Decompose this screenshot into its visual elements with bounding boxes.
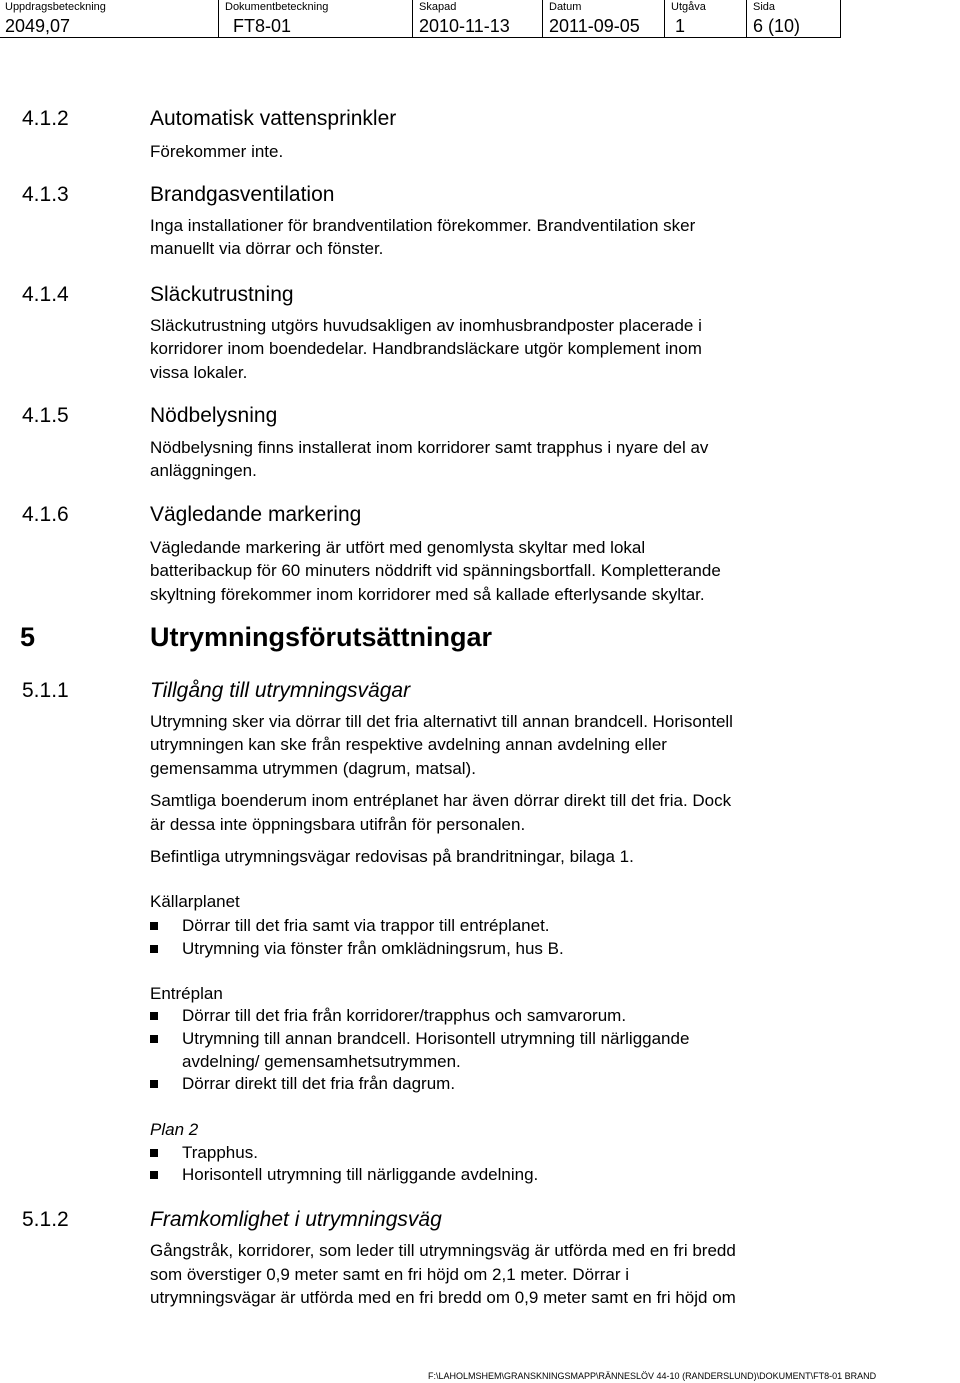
paragraph-line: Nödbelysning finns installerat inom korridorer samt trapphus i nyare del av — [150, 438, 709, 457]
header-value: 2049,07 — [5, 16, 71, 36]
header-cell-datum — [542, 0, 664, 38]
list-item-text: Dörrar till det fria samt via trappor till entréplanet. — [182, 916, 550, 935]
bullet-square-icon — [150, 945, 158, 953]
section-number: 4.1.3 — [22, 183, 69, 206]
paragraph-line: Förekommer inte. — [150, 142, 284, 161]
section-heading: Släckutrustning — [150, 283, 294, 306]
list-item-text: Utrymning till annan brandcell. Horisontell utrymning till närliggande — [182, 1029, 690, 1048]
header-cell-sida — [746, 0, 841, 38]
paragraph-line: manuellt via dörrar och fönster. — [150, 239, 384, 258]
section-heading: Vägledande markering — [150, 503, 362, 526]
header-value: FT8-01 — [233, 16, 292, 36]
section-number: 4.1.4 — [22, 283, 69, 306]
bullet-square-icon — [150, 1171, 158, 1179]
header-cell-uppdragsbeteckning — [0, 0, 218, 38]
paragraph-line: Vägledande markering är utfört med genomlysta skyltar med lokal — [150, 538, 646, 557]
header-value: 2010-11-13 — [419, 16, 510, 36]
section-heading: Automatisk vattensprinkler — [150, 107, 397, 130]
section-number: 4.1.5 — [22, 404, 69, 427]
bullet-square-icon — [150, 1080, 158, 1088]
header-value: 1 — [675, 16, 686, 36]
bullet-square-icon — [150, 1035, 158, 1043]
paragraph-line: Inga installationer för brandventilation förekommer. Brandventilation sker — [150, 216, 696, 235]
paragraph-line: är dessa inte öppningsbara utifrån för personalen. — [150, 815, 526, 834]
header-label: Utgåva — [671, 1, 706, 13]
list-item-text: Dörrar till det fria från korridorer/trapphus och samvarorum. — [182, 1006, 627, 1025]
paragraph-line: korridorer inom boendedelar. Handbrandsläckare utgör komplement inom — [150, 339, 702, 358]
bullet-square-icon — [150, 1149, 158, 1157]
section-number: 5.1.1 — [22, 679, 69, 702]
paragraph-line: batteribackup för 60 minuters nöddrift vid spänningsbortfall. Kompletterande — [150, 561, 721, 580]
paragraph-line: anläggningen. — [150, 461, 257, 480]
footer-file-path: F:\LAHOLMSHEM\GRANSKNINGSMAPP\RÄNNESLÖV 44-10 (RANDERSLUND)\DOKUMENT\FT8-01 BRAND — [428, 1371, 877, 1381]
subheading-plan-2: Plan 2 — [150, 1120, 199, 1139]
list-item-text: Utrymning via fönster från omklädningsrum, hus B. — [182, 939, 564, 958]
document-header — [0, 0, 960, 38]
paragraph-line: skyltning förekommer inom korridorer med så kallade efterlysande skyltar. — [150, 585, 705, 604]
section-number: 4.1.6 — [22, 503, 69, 526]
paragraph-line: Samtliga boenderum inom entréplanet har även dörrar direkt till det fria. Dock — [150, 791, 732, 810]
subheading-entreplan: Entréplan — [150, 984, 223, 1003]
section-heading: Tillgång till utrymningsvägar — [150, 679, 411, 702]
header-label: Skapad — [419, 1, 457, 13]
header-label: Datum — [549, 1, 582, 13]
paragraph-line: utrymningsvägar är utförda med en fri bredd om 0,9 meter samt en fri höjd om — [150, 1288, 736, 1307]
paragraph-line: Släckutrustning utgörs huvudsakligen av inomhusbrandposter placerade i — [150, 316, 702, 335]
paragraph-line: som överstiger 0,9 meter samt en fri höjd om 2,1 meter. Dörrar i — [150, 1265, 630, 1284]
section-heading: Nödbelysning — [150, 404, 278, 427]
section-heading: Brandgasventilation — [150, 183, 335, 206]
paragraph-line: Gångstråk, korridorer, som leder till utrymningsväg är utförda med en fri bredd — [150, 1241, 736, 1260]
list-item-text: Horisontell utrymning till närliggande avdelning. — [182, 1165, 539, 1184]
paragraph-line: Utrymning sker via dörrar till det fria alternativt till annan brandcell. Horisontell — [150, 712, 733, 731]
chapter-number: 5 — [20, 622, 36, 652]
header-label: Sida — [753, 1, 776, 13]
header-cell-dokumentbeteckning — [218, 0, 412, 38]
chapter-heading: Utrymningsförutsättningar — [150, 622, 493, 652]
bullet-square-icon — [150, 1012, 158, 1020]
section-number: 4.1.2 — [22, 107, 69, 130]
header-cell-skapad — [412, 0, 542, 38]
paragraph-line: utrymningen kan ske från respektive avdelning annan avdelning eller — [150, 735, 667, 754]
header-label: Uppdragsbeteckning — [5, 1, 106, 13]
paragraph-line: gemensamma utrymmen (dagrum, matsal). — [150, 759, 476, 778]
header-value: 2011-09-05 — [549, 16, 640, 36]
section-heading: Framkomlighet i utrymningsväg — [150, 1208, 442, 1231]
subheading-kallarplanet: Källarplanet — [150, 892, 240, 911]
header-label: Dokumentbeteckning — [225, 1, 329, 13]
list-item-text: avdelning/ gemensamhetsutrymmen. — [182, 1052, 461, 1071]
list-item-text: Dörrar direkt till det fria från dagrum. — [182, 1074, 456, 1093]
header-cell-utgava — [664, 0, 746, 38]
paragraph-line: vissa lokaler. — [150, 363, 248, 382]
list-item-text: Trapphus. — [182, 1143, 258, 1162]
section-number: 5.1.2 — [22, 1208, 69, 1231]
header-value: 6 (10) — [753, 16, 801, 36]
paragraph-line: Befintliga utrymningsvägar redovisas på brandritningar, bilaga 1. — [150, 847, 634, 866]
bullet-square-icon — [150, 922, 158, 930]
